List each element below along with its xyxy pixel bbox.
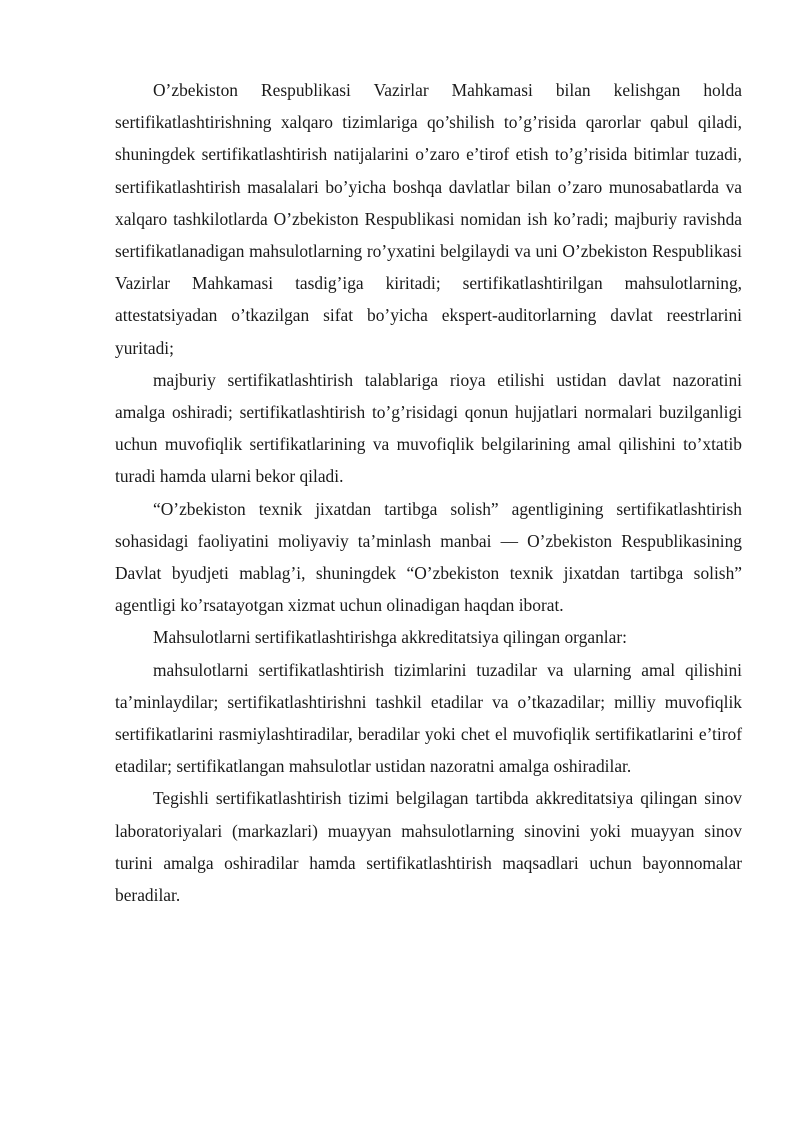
paragraph-4: Mahsulotlarni sertifikatlashtirishga akkreditatsiya qilingan organlar: xyxy=(153,627,627,648)
paragraph-2: majburiy sertifikatlashtirish talablariga rioya etilishi ustidan davlat nazoratini amalga oshiradi; sertifikatlashtirish to’g’risidagi qonun hujjatlari normalari buzilganligi uchun muvofiqlik sertifikatlarining va muvofiqlik belgilarining amal qilishini to’xtatib turadi hamda ularni bekor qiladi. xyxy=(115,369,742,487)
paragraph-1: O’zbekiston Respublikasi Vazirlar Mahkamasi bilan kelishgan holda sertifikatlashtirishning xalqaro tizimlariga qo’shilish to’g’risida qarorlar qabul qiladi, shuningdek sertifikatlashtirish natijalarini o’zaro e’tirof etish to’g’risida bitimlar tuzadi, sertifikatlashtirish masalalari bo’yicha boshqa davlatlar bilan o’zaro munosabatlarda va xalqaro tashkilotlarda O’zbekiston Respublikasi nomidan ish ko’radi; majburiy ravishda sertifikatlanadigan mahsulotlarning ro’yxatini belgilaydi va uni O’zbekiston Respublikasi Vazirlar Mahkamasi tasdig’iga kiritadi; sertifikatlashtirilgan mahsulotlarning, attestatsiyadan o’tkazilgan sifat bo’yicha ekspert-auditorlarning davlat reestrlarini yuritadi; xyxy=(115,80,742,358)
paragraph-5: mahsulotlarni sertifikatlashtirish tizimlarini tuzadilar va ularning amal qilishini ta’minlaydilar; sertifikatlashtirishni tashkil etadilar va o’tkazadilar; milliy muvofiqlik sertifikatlarini rasmiylashtiradilar, beradilar yoki chet el muvofiqlik sertifikatlarini e’tirof etadilar; sertifikatlangan mahsulotlar ustidan nazoratni amalga oshiradilar. xyxy=(115,659,742,777)
paragraph-3: “O’zbekiston texnik jixatdan tartibga solish” agentligining sertifikatlashtirish sohasidagi faoliyatini moliyaviy ta’minlash manbai — O’zbekiston Respublikasining Davlat byudjeti mablag’i, shuningdek “O’zbekiston texnik jixatdan tartibga solish” agentligi ko’rsatayotgan xizmat uchun olinadigan haqdan iborat. xyxy=(115,498,742,616)
paragraph-6: Tegishli sertifikatlashtirish tizimi belgilagan tartibda akkreditatsiya qilingan sinov laboratoriyalari (markazlari) muayyan mahsulotlarning sinovini yoki muayyan sinov turini amalga oshiradilar hamda sertifikatlashtirish maqsadlari uchun bayonnomalar beradilar. xyxy=(115,788,742,906)
document-body xyxy=(115,74,742,911)
